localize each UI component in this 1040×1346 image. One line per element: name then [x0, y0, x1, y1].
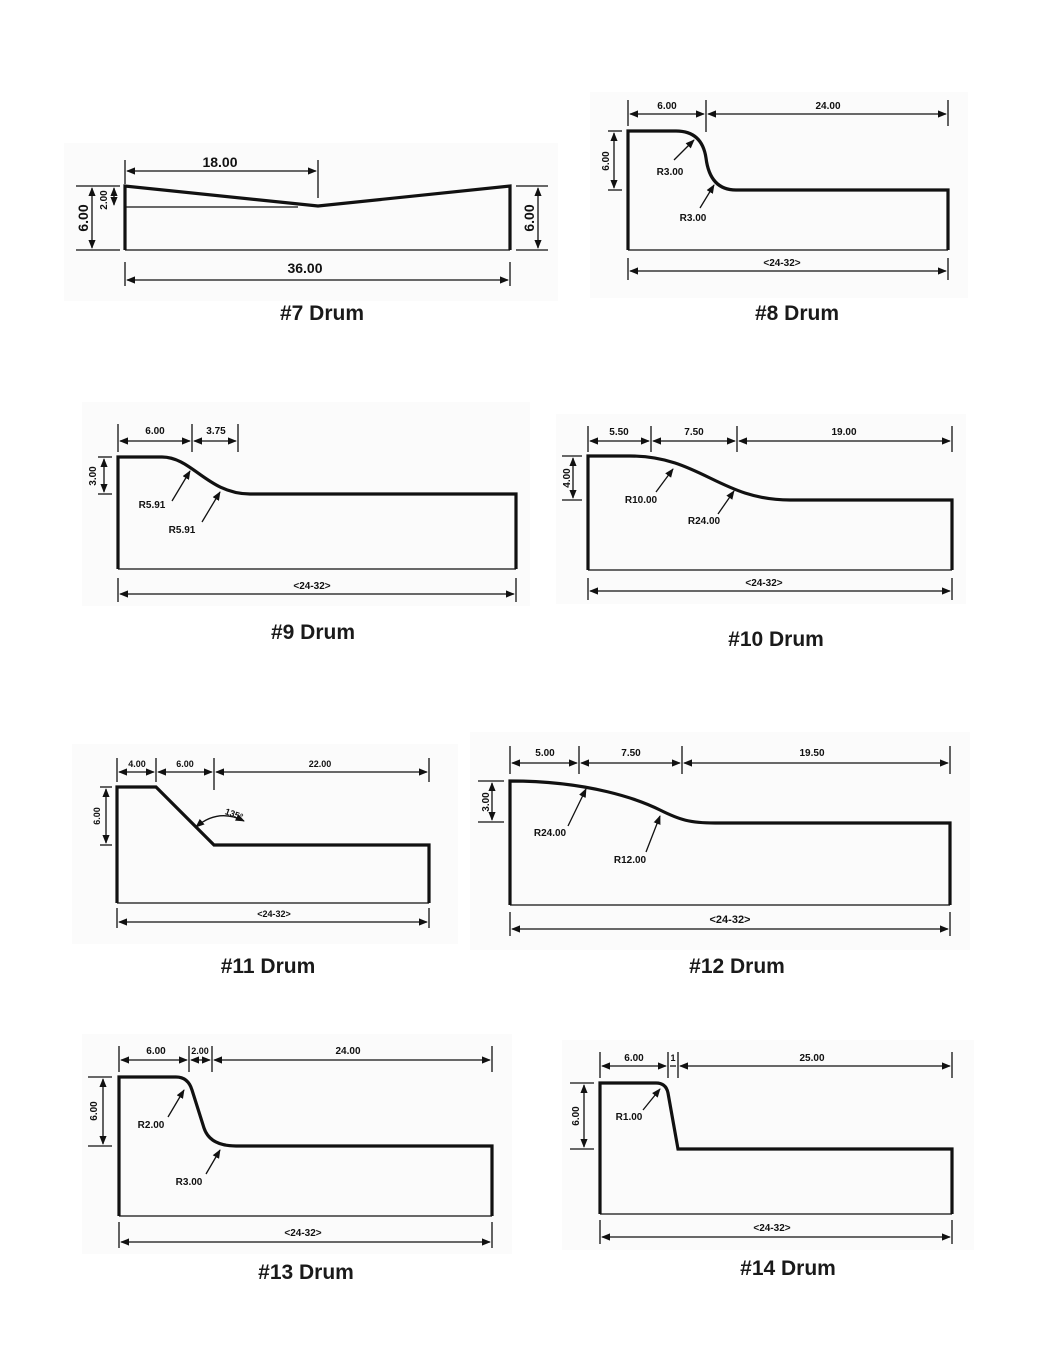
- drum-9-dim-length: <24-32>: [293, 581, 331, 592]
- drum-9-diagram: [82, 402, 530, 606]
- drum-9-dim-b: 3.75: [206, 426, 226, 437]
- drum-14-dim-b: 1: [670, 1053, 676, 1063]
- drum-14-dim-c: 25.00: [799, 1053, 825, 1064]
- drum-8-dim-height: 6.00: [601, 151, 612, 171]
- drum-11-dim-b: 6.00: [176, 759, 194, 769]
- drum-8-dim-a: 6.00: [657, 101, 677, 112]
- drum-10-dim-length: <24-32>: [745, 578, 783, 589]
- drum-12-diagram: [470, 732, 970, 950]
- drum-12-radius-2: R12.00: [613, 855, 647, 866]
- drum-10-dim-height: 4.00: [562, 468, 573, 488]
- drum-7-dim-total: 36.00: [287, 260, 323, 276]
- drum-8-radius-1: R3.00: [656, 167, 684, 178]
- drum-13-dim-height: 6.00: [89, 1101, 100, 1121]
- drum-8-diagram: [590, 92, 968, 298]
- drum-10-caption: #10 Drum: [728, 628, 824, 651]
- drum-14-caption: #14 Drum: [740, 1257, 836, 1280]
- drum-13-dim-b: 2.00: [191, 1046, 209, 1056]
- drum-10-dim-c: 19.00: [831, 427, 857, 438]
- drum-11-dim-height: 6.00: [92, 807, 102, 825]
- drum-9-dim-height: 3.00: [88, 466, 99, 486]
- drum-9-dim-a: 6.00: [145, 426, 165, 437]
- drum-12-dim-height: 3.00: [481, 792, 492, 812]
- drum-11-angle: 135°: [223, 806, 245, 823]
- drum-13-radius-2: R3.00: [175, 1177, 203, 1188]
- drum-8-dim-b: 24.00: [815, 101, 841, 112]
- drum-13-radius-1: R2.00: [137, 1120, 165, 1131]
- drum-9-radius-2: R5.91: [168, 525, 196, 536]
- drum-7-caption: #7 Drum: [279, 302, 365, 325]
- drum-12-dim-a: 5.00: [535, 748, 555, 759]
- drum-10-dim-a: 5.50: [609, 427, 629, 438]
- drum-9-radius-1: R5.91: [138, 500, 166, 511]
- drum-11-dim-length: <24-32>: [257, 909, 291, 919]
- drum-7-dim-inner: 2.00: [99, 190, 110, 210]
- drum-14-radius-1: R1.00: [615, 1112, 643, 1123]
- drum-11-dim-c: 22.00: [308, 759, 332, 769]
- drum-11-diagram: [72, 744, 458, 944]
- drum-14-dim-length: <24-32>: [753, 1223, 791, 1234]
- drum-13-caption: #13 Drum: [258, 1261, 354, 1284]
- drum-13-diagram: [82, 1034, 512, 1254]
- drum-12-radius-1: R24.00: [533, 828, 567, 839]
- drum-14-diagram: [562, 1040, 974, 1250]
- drum-8-caption: #8 Drum: [754, 302, 840, 325]
- drum-12-dim-c: 19.50: [799, 748, 825, 759]
- drum-13-dim-c: 24.00: [335, 1046, 361, 1057]
- drum-8-dim-length: <24-32>: [763, 258, 801, 269]
- drum-11-caption: #11 Drum: [220, 955, 316, 978]
- drum-9-caption: #9 Drum: [270, 621, 356, 644]
- drum-7-diagram: [64, 143, 558, 301]
- drum-11-dim-a: 4.00: [128, 759, 146, 769]
- drum-12-dim-b: 7.50: [621, 748, 641, 759]
- drum-7-dim-left-height: 6.00: [75, 204, 91, 232]
- drum-12-caption: #12 Drum: [689, 955, 785, 978]
- drum-12-dim-length: <24-32>: [709, 914, 751, 926]
- drum-10-radius-2: R24.00: [687, 516, 721, 527]
- drum-10-diagram: [556, 414, 966, 604]
- drum-10-dim-b: 7.50: [684, 427, 704, 438]
- drum-10-radius-1: R10.00: [624, 495, 658, 506]
- drum-7-dim-right-height: 6.00: [521, 204, 537, 232]
- drum-13-dim-a: 6.00: [146, 1046, 166, 1057]
- drum-13-dim-length: <24-32>: [284, 1228, 322, 1239]
- drum-14-dim-a: 6.00: [624, 1053, 644, 1064]
- drum-7-dim-top: 18.00: [202, 154, 238, 170]
- drum-14-dim-height: 6.00: [571, 1106, 582, 1126]
- drum-8-radius-2: R3.00: [679, 213, 707, 224]
